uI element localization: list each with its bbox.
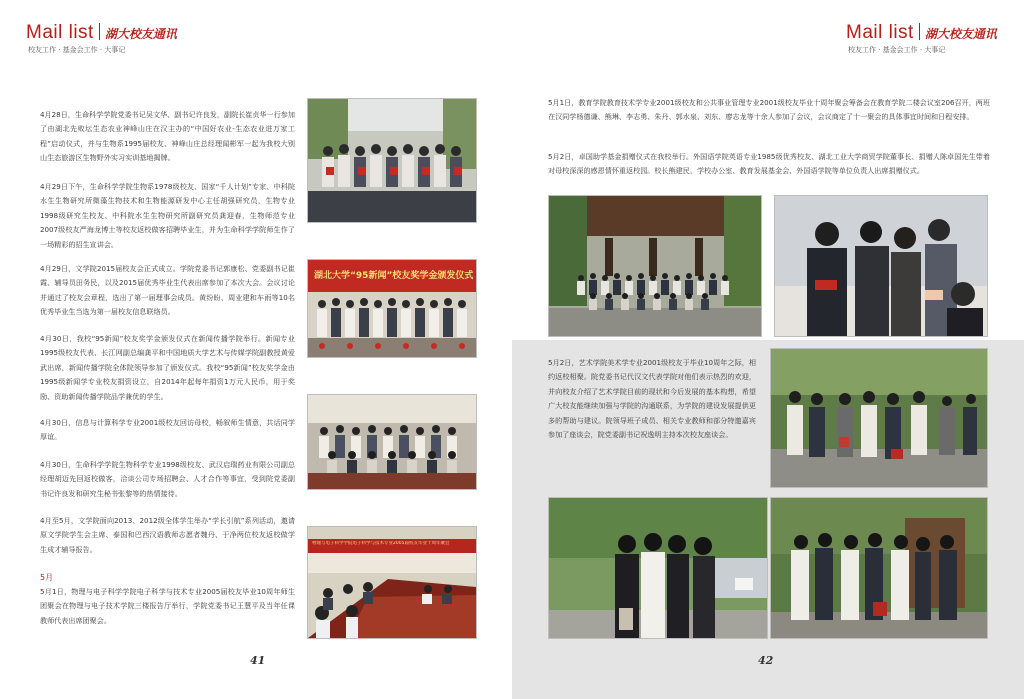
photo-art-alumni-doorway <box>770 497 988 639</box>
news-paragraph: 4月30日，我校“95新闻”校友奖学金颁发仪式在新闻传播学院举行。新闻专业1995级校友代表、长江网副总编龚平和中国地质大学艺术与传媒学院副教授黄爱武出席，新闻传播学院全体院领导参加了颁发仪式。我校“95新闻”校友奖学金由1995级新闻学专业校友捐资设立，自2014年起每年捐资1万元人民币，用于奖励、资助新闻传播学院品学兼优的学生。 <box>40 334 295 401</box>
news-paragraph: 4月至5月，文学院面向2013、2012级全体学生举办“学长引航”系列活动，邀请原文学院学生会主席、泰国和巴西汉语教师志愿者魏丹、于净两位校友返校做学生成才辅导报告。 <box>40 516 295 554</box>
news-paragraph: 4月28日，生命科学学院党委书记吴文华、副书记许良发，副院长崔贞华一行参加了由湖北先败坛生态农业神峰山庄在汉主办的“中国好农业-生态农业进万家工程”启动仪式，并与生物系1995届校友、神峰山庄总经理闻彬军一起为我校大别山生态旅游区生物野外实习实训基地揭牌。 <box>40 110 295 163</box>
news-paragraph: 5月1日，教育学院教育技术学专业2001级校友和公共事业管理专业2001级校友毕业十周年聚会筹备会在教育学院二楼会议室206召开，两班在汉同学杨德谦、熊琳、李志勇、朱丹、郭水泉、刘东、廖志龙等十余人参加了会议，会议商定了十一聚会的具体事宜时间和日程安排。 <box>548 98 990 122</box>
news-paragraph: 4月29日下午，生命科学学院生物系1978级校友、国家“千人计划”专家、中科院水生生物研究所微藻生物技术和生物能源研发中心主任胡强研究员，生物专业1998级研究生校友、中科院水生生物研究所副研究员龚迎春，生物师范专业2007级校友严海龙博士等校友返校做客招聘毕业生，并为生命科学学院师生作了一场精彩的招生宣讲会。 <box>40 182 295 249</box>
masthead-calligraphy: 湖大校友通讯 <box>104 27 177 41</box>
photo-alumni-visit <box>307 394 477 490</box>
masthead-divider <box>99 23 100 40</box>
page-number-right: 42 <box>758 654 774 667</box>
news-paragraph: 4月30日，信息与计算科学专业2001级校友回访母校，畅叙师生情意，共话同学厚谊。 <box>40 418 295 442</box>
right-page <box>512 0 1024 699</box>
masthead-brand: Mail list <box>846 22 914 43</box>
news-paragraph: 4月29日，文学院2015届校友会正式成立。学院党委书记郭康松、党委副书记崔霞、辅导员田务民，以及2015届优秀毕业生代表出席参加了本次大会。会议讨论并通过了校友会章程，选出了第一届理事会成员。黄纷盼、周业建和车雨等10名优秀毕业生当选为第一届校友信息联络员。 <box>40 264 295 317</box>
photo-scholarship-ceremony <box>307 259 477 358</box>
news-paragraph: 5月2日，卓国助学基金捐赠仪式在我校举行。外国语学院英语专业1985级优秀校友、湖北工业大学商贸学院董事长、捐赠人陈卓国先生带着对母校深深的感恩情怀重返校园。校长熊建民，学校办公室、教育发展基金会、外国语学院等单位负责人出席捐赠仪式。 <box>548 152 990 176</box>
news-paragraph: 5月1日，物理与电子科学学院电子科学与技术专业2005届校友毕业10周年师生团聚会在物理与电子技术学院三楼报告厅举行，学院党委书记王慧平及当年任课教师代表出席团聚会。 <box>40 587 295 625</box>
month-heading: 5月 <box>40 573 54 582</box>
photo-reunion-meeting <box>307 526 477 639</box>
photo-donation-ceremony <box>774 195 988 337</box>
photo-group-certificates <box>307 98 477 223</box>
news-paragraph: 4月30日，生命科学学院生物科学专业1998级校友、武汉启瑞药业有限公司副总经理胡迈先回返校做客，洽谈公司专场招聘会、人才合作等事宜，受到院党委副书记许良发和研究生秘书张黎等的热情接待。 <box>40 460 295 498</box>
photo-education-alumni-group <box>548 195 762 337</box>
photo-art-alumni-women <box>548 497 768 639</box>
masthead-subtitle: 校友工作 · 基金会工作 · 大事记 <box>28 46 126 54</box>
masthead-subtitle: 校友工作 · 基金会工作 · 大事记 <box>848 46 946 54</box>
masthead-brand: Mail list <box>26 22 94 43</box>
masthead-left <box>26 22 177 55</box>
masthead-divider <box>919 23 920 40</box>
masthead-right <box>846 22 997 55</box>
news-paragraph: 5月2日，艺术学院美术学专业2001级校友于毕业10周年之际，相约返校相聚。院党委书记代汉文代表学院对他们表示热烈的欢迎，并向校友介绍了艺术学院目前的现状和今后发展的基本构想，希望广大校友能继续加强与学院的沟通联系，为学院的建设发展提供更多的帮助与建议。院领导班子成员、相关专业教师和部分特邀嘉宾参加了座谈会，院党委副书记祝逸明主持本次校友座谈会。 <box>548 358 756 440</box>
page-number-left: 41 <box>250 654 266 667</box>
banner-text: 湖北大学“95新闻”校友奖学金颁发仪式 <box>314 271 474 281</box>
meeting-screen-text: 物理与电子科学学院电子科学与技术专业2005届校友毕业十周年聚会 <box>312 541 450 546</box>
masthead-calligraphy: 湖大校友通讯 <box>924 27 997 41</box>
photo-art-alumni-outdoor <box>770 348 988 488</box>
